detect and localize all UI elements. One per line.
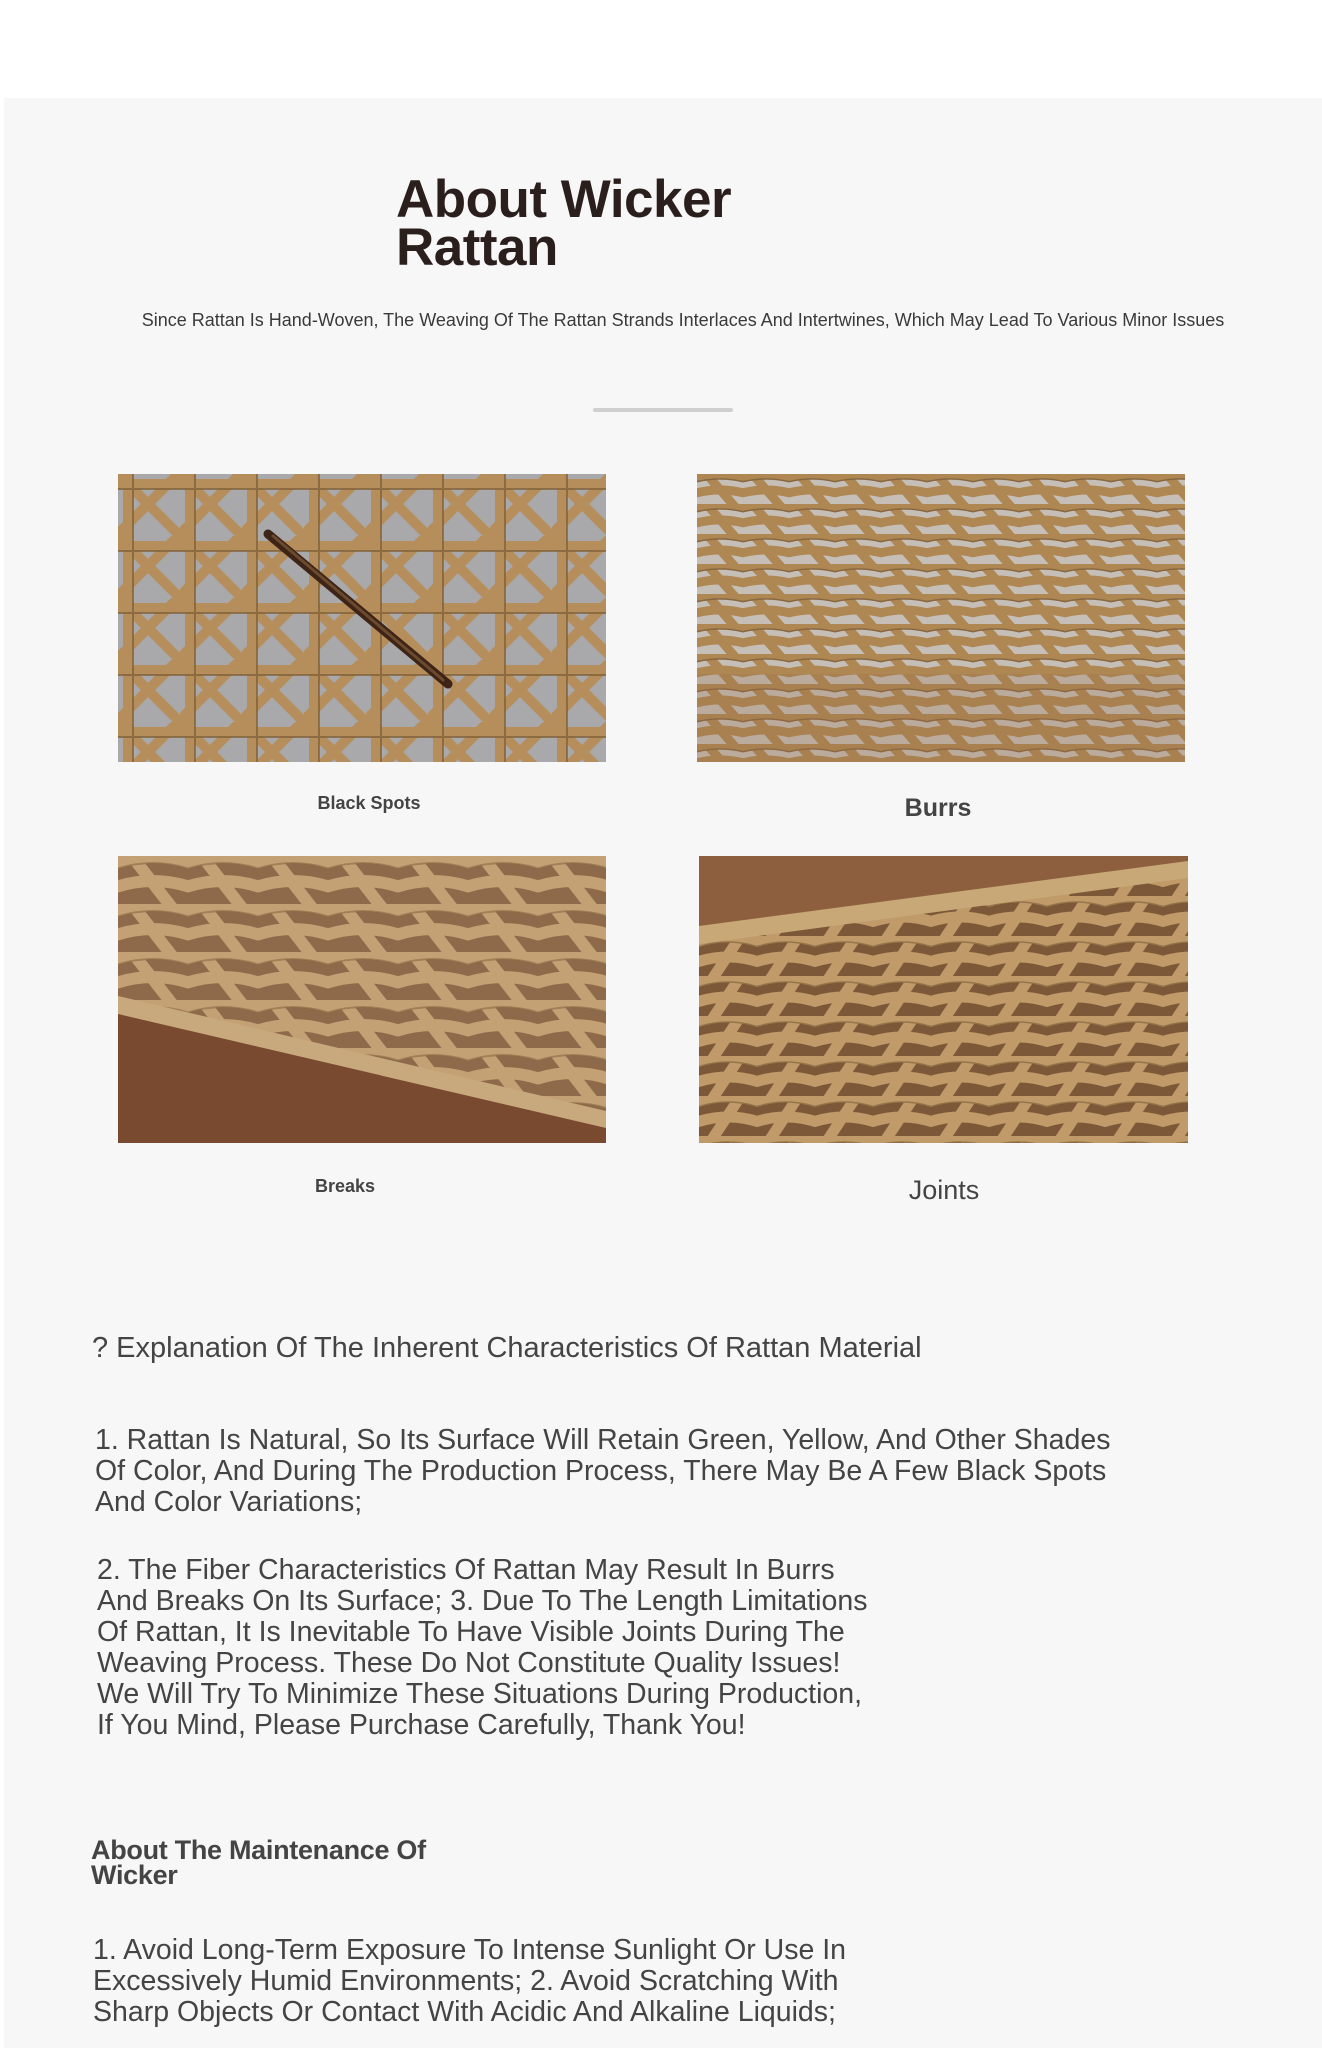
point1-line: Of Color, And During The Production Process, There May Be A Few Black Spots [95, 1455, 1107, 1487]
maintenance-line: Excessively Humid Environments; 2. Avoid Scratching With [93, 1965, 839, 1997]
explanation-heading: ? Explanation Of The Inherent Characteristics Of Rattan Material [92, 1332, 922, 1364]
caption-burrs: Burrs [904, 794, 972, 822]
point2-line: Of Rattan, It Is Inevitable To Have Visible Joints During The [97, 1616, 845, 1648]
breaks-photo [118, 856, 606, 1143]
point1-line: 1. Rattan Is Natural, So Its Surface Will Retain Green, Yellow, And Other Shades [95, 1424, 1111, 1456]
caption-breaks: Breaks [314, 1176, 376, 1196]
burrs-photo [697, 474, 1185, 762]
point2-line: 2. The Fiber Characteristics Of Rattan May Result In Burrs [97, 1554, 835, 1586]
point2-line: If You Mind, Please Purchase Carefully, Thank You! [97, 1709, 746, 1741]
maintenance-title-line2: Wicker [91, 1860, 178, 1890]
black-spots-photo [118, 474, 606, 762]
page-title [396, 170, 916, 277]
point2-line: We Will Try To Minimize These Situations During Production, [97, 1678, 863, 1710]
point1-line: And Color Variations; [95, 1486, 363, 1518]
section-divider [593, 408, 733, 412]
point2-line: Weaving Process. These Do Not Constitute Quality Issues! [97, 1647, 841, 1679]
maintenance-title-line1: About The Maintenance Of [91, 1835, 426, 1865]
caption-joints: Joints [908, 1175, 980, 1205]
maintenance-text [93, 1935, 846, 2028]
page-title-line2: Rattan [396, 218, 558, 277]
explanation-point-1 [95, 1425, 1110, 1518]
point2-line: And Breaks On Its Surface; 3. Due To The Length Limitations [97, 1585, 868, 1617]
page-title-line1: About Wicker [396, 170, 732, 229]
page-subtitle: Since Rattan Is Hand-Woven, The Weaving Of The Rattan Strands Interlaces And Intertwines, Which May Lead To Various Minor Issues [141, 310, 1225, 330]
maintenance-line: Sharp Objects Or Contact With Acidic And Alkaline Liquids; [93, 1996, 836, 2028]
joints-photo [699, 856, 1188, 1143]
explanation-point-2 [97, 1555, 867, 1741]
maintenance-line: 1. Avoid Long-Term Exposure To Intense Sunlight Or Use In [93, 1934, 847, 1966]
caption-black-spots: Black Spots [317, 793, 421, 813]
maintenance-title [91, 1835, 426, 1890]
